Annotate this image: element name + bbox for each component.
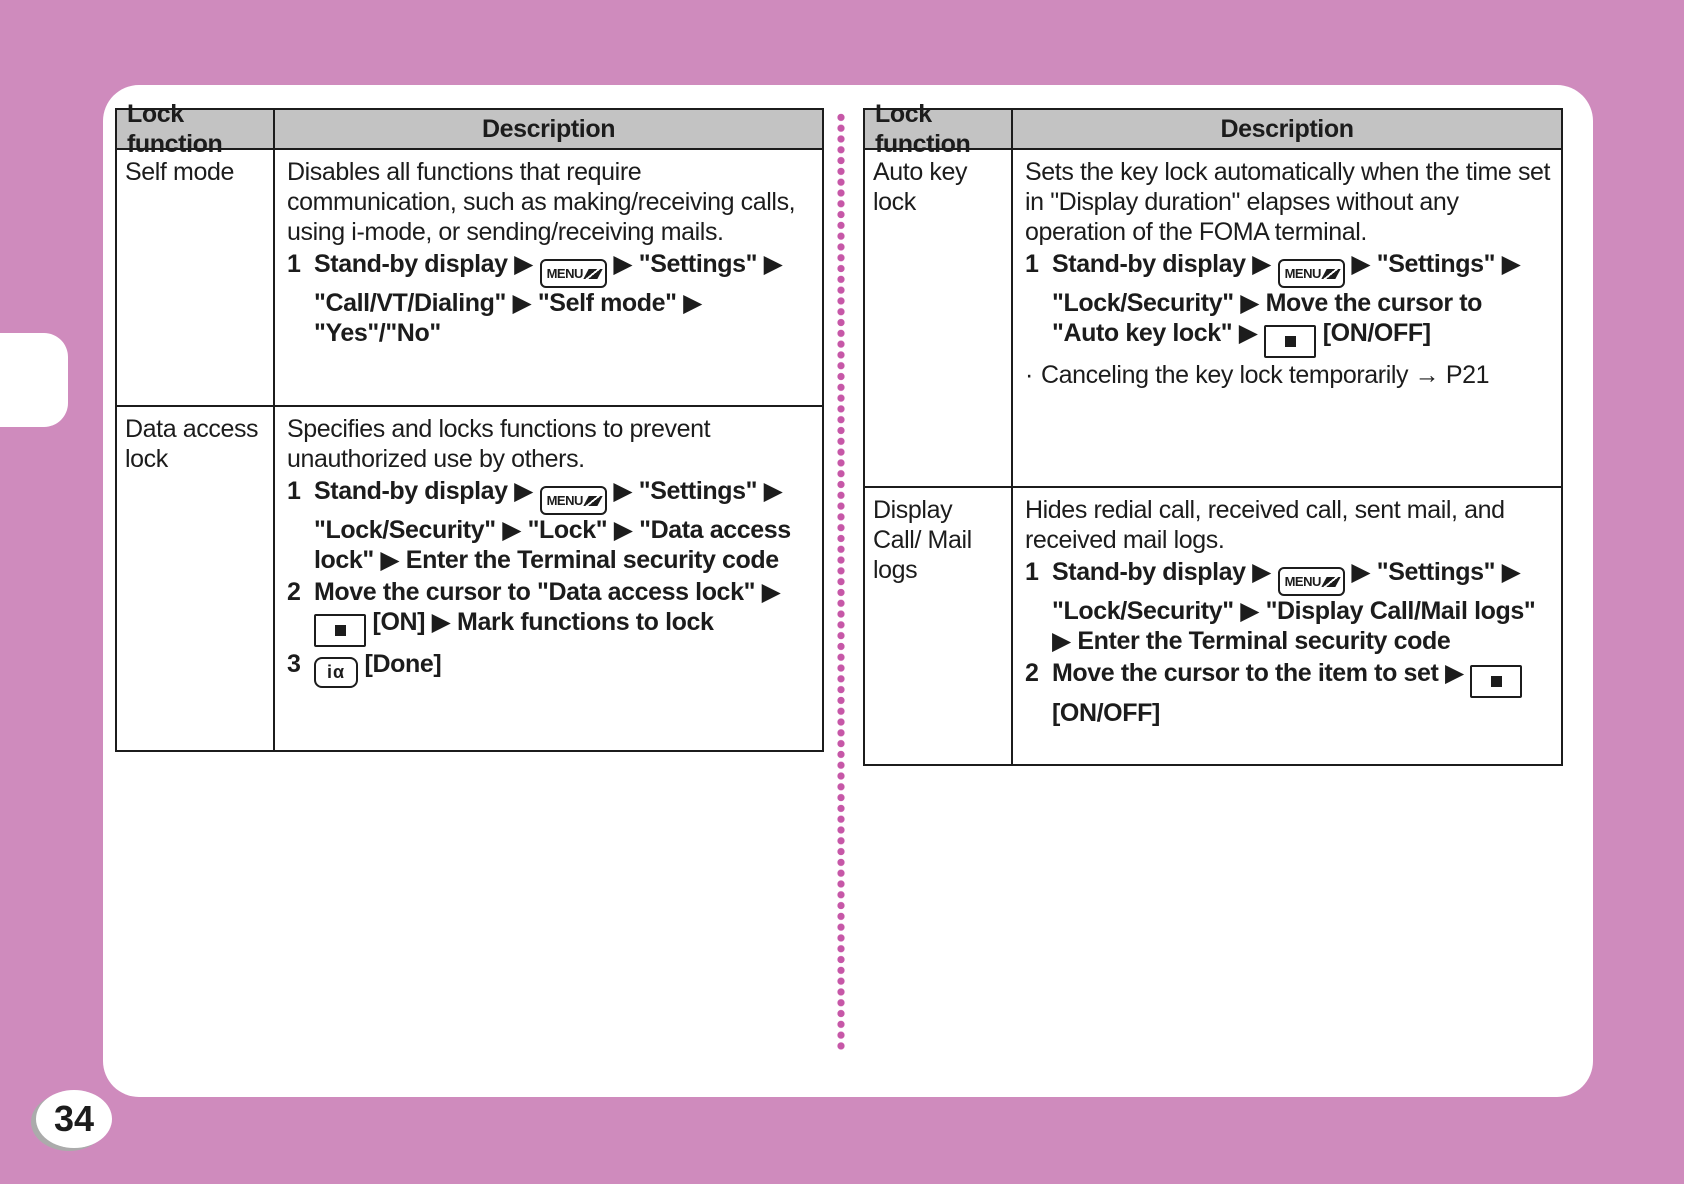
menu-key-label: MENU [1284, 266, 1321, 281]
menu-key-icon [540, 486, 607, 515]
eraser-glyph-icon [583, 496, 602, 506]
step-number: 3 [287, 650, 301, 678]
menu-key-icon [540, 259, 607, 288]
i-alpha-key-icon: iα [314, 657, 358, 688]
eraser-glyph-icon [583, 269, 602, 279]
note-item [1025, 360, 1553, 390]
step-number: 1 [287, 250, 301, 278]
page-number: 34 [53, 1098, 95, 1139]
description-cell [1013, 488, 1561, 764]
step-number: 2 [1025, 659, 1039, 687]
page-number-badge [36, 1090, 112, 1148]
lock-function-table-right [863, 100, 1563, 766]
lock-function-table-left [115, 100, 824, 752]
menu-key-icon [1278, 567, 1345, 596]
step-text: iα [Done] [314, 649, 814, 688]
step-number: 2 [287, 578, 301, 606]
step-text: Stand-by display ▶ MENU ▶ "Settings" ▶ "Lock/Security" ▶ "Lock" ▶ "Data access lock" ▶ Enter the Terminal security code [314, 477, 791, 574]
description-text: Sets the key lock automatically when the time set in "Display duration" elapses without any operation of the FOMA terminal. [1025, 158, 1551, 246]
menu-key-label: MENU [546, 266, 583, 281]
menu-key-label: MENU [1284, 574, 1321, 589]
step-number: 1 [287, 477, 301, 505]
step-text: Move the cursor to "Data access lock" ▶ [ON] ▶ Mark functions to lock [314, 577, 814, 647]
procedure-step [287, 476, 814, 575]
enter-key-icon [1470, 665, 1522, 698]
dotted-divider [836, 112, 846, 1052]
step-number: 1 [1025, 250, 1039, 278]
description-cell [275, 407, 822, 750]
eraser-glyph-icon [1321, 269, 1340, 279]
step-text: Stand-by display ▶ MENU ▶ "Settings" ▶ "Lock/Security" ▶ "Display Call/Mail logs" ▶ Enter the Terminal security code [1052, 558, 1536, 655]
description-text: Hides redial call, received call, sent mail, and received mail logs. [1025, 496, 1505, 554]
square-glyph-icon [335, 625, 346, 636]
description-text: Specifies and locks functions to prevent unauthorized use by others. [287, 415, 711, 473]
menu-key-label: MENU [546, 493, 583, 508]
description-cell [275, 150, 822, 405]
col-header-lock-function: Lock function [117, 110, 275, 148]
col-header-description: Description [1220, 115, 1354, 143]
procedure-step [287, 577, 814, 647]
lock-function-cell: Display Call/ Mail logs [865, 488, 1013, 764]
bullet-icon: · [1025, 361, 1033, 389]
lock-function-cell: Auto key lock [865, 150, 1013, 486]
procedure-step [1025, 249, 1553, 358]
col-header-lock-function: Lock function [865, 110, 1013, 148]
square-glyph-icon [1491, 676, 1502, 687]
description-cell [1013, 150, 1561, 486]
table-header-row [117, 100, 822, 158]
step-text: Stand-by display ▶ MENU ▶ "Settings" ▶ "Call/VT/Dialing" ▶ "Self mode" ▶ "Yes"/"No" [314, 250, 783, 347]
lock-function-cell: Self mode [117, 150, 275, 405]
step-text: Move the cursor to the item to set ▶ [ON/OFF] [1052, 658, 1553, 728]
table-header-row [865, 100, 1561, 158]
step-text: Stand-by display ▶ MENU ▶ "Settings" ▶ "Lock/Security" ▶ Move the cursor to "Auto key lock" ▶ [ON/OFF] [1052, 249, 1553, 358]
lock-function-cell: Data access lock [117, 407, 275, 750]
enter-key-icon [314, 614, 366, 647]
procedure-step [287, 249, 814, 348]
procedure-step [1025, 557, 1553, 656]
note-text: Canceling the key lock temporarily → P21 [1041, 361, 1490, 389]
square-glyph-icon [1285, 336, 1296, 347]
step-number: 1 [1025, 558, 1039, 586]
chapter-tab [0, 333, 68, 427]
procedure-step [1025, 658, 1553, 728]
table-row [117, 405, 822, 750]
table-row [865, 486, 1561, 764]
enter-key-icon [1264, 325, 1316, 358]
procedure-step [287, 649, 814, 688]
table-row [117, 150, 822, 405]
description-text: Disables all functions that require communication, such as making/receiving calls, using i-mode, or sending/receiving mails. [287, 158, 796, 246]
table-row [865, 150, 1561, 486]
eraser-glyph-icon [1321, 577, 1340, 587]
menu-key-icon [1278, 259, 1345, 288]
col-header-description: Description [481, 115, 616, 143]
